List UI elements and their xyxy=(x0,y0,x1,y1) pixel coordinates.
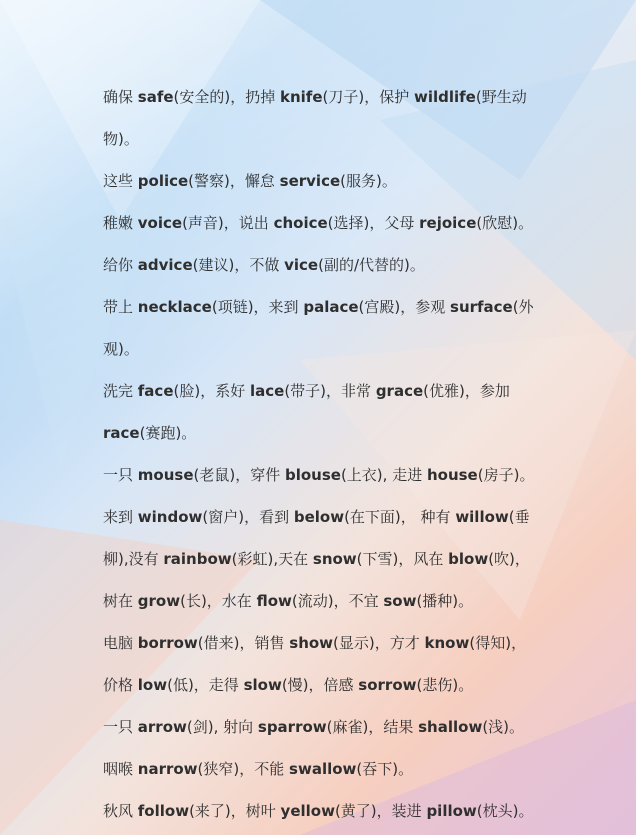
text-line: 物)。 xyxy=(103,130,139,148)
text-line: 这些 police(警察)，懈怠 service(服务)。 xyxy=(103,172,397,190)
text-line: 秋风 follow(来了)，树叶 yellow(黄了)，装进 pillow(枕头)。 xyxy=(103,802,534,820)
text-line: race(赛跑)。 xyxy=(103,424,197,442)
text-line: 一只 arrow(剑), 射向 sparrow(麻雀)，结果 shallow(浅)。 xyxy=(103,718,525,736)
text-line: 确保 safe(安全的)，扔掉 knife(刀子)，保护 wildlife(野生动 xyxy=(103,88,527,106)
text-line: 咽喉 narrow(狭窄)，不能 swallow(吞下)。 xyxy=(103,760,414,778)
text-line: 带上 necklace(项链)，来到 palace(宫殿)，参观 surface(外 xyxy=(103,298,534,316)
text-line: 价格 low(低)，走得 slow(慢)，倍感 sorrow(悲伤)。 xyxy=(103,676,474,694)
text-line: 洗完 face(脸)，系好 lace(带子)，非常 grace(优雅)，参加 xyxy=(103,382,510,400)
text-line: 柳),没有 rainbow(彩虹),天在 snow(下雪)，风在 blow(吹)， xyxy=(103,550,530,568)
text-line: 树在 grow(长)，水在 flow(流动)，不宜 sow(播种)。 xyxy=(103,592,474,610)
text-line: 电脑 borrow(借来)，销售 show(显示)，方才 know(得知)， xyxy=(103,634,527,652)
document-text xyxy=(103,76,563,832)
text-line: 一只 mouse(老鼠)，穿件 blouse(上衣), 走进 house(房子)。 xyxy=(103,466,535,484)
text-line: 观)。 xyxy=(103,340,139,358)
text-line: 来到 window(窗户)，看到 below(在下面)， 种有 willow(垂 xyxy=(103,508,530,526)
text-line: 稚嫩 voice(声音)，说出 choice(选择)，父母 rejoice(欣慰)。 xyxy=(103,214,534,232)
text-line: 给你 advice(建议)，不做 vice(副的/代替的)。 xyxy=(103,256,425,274)
